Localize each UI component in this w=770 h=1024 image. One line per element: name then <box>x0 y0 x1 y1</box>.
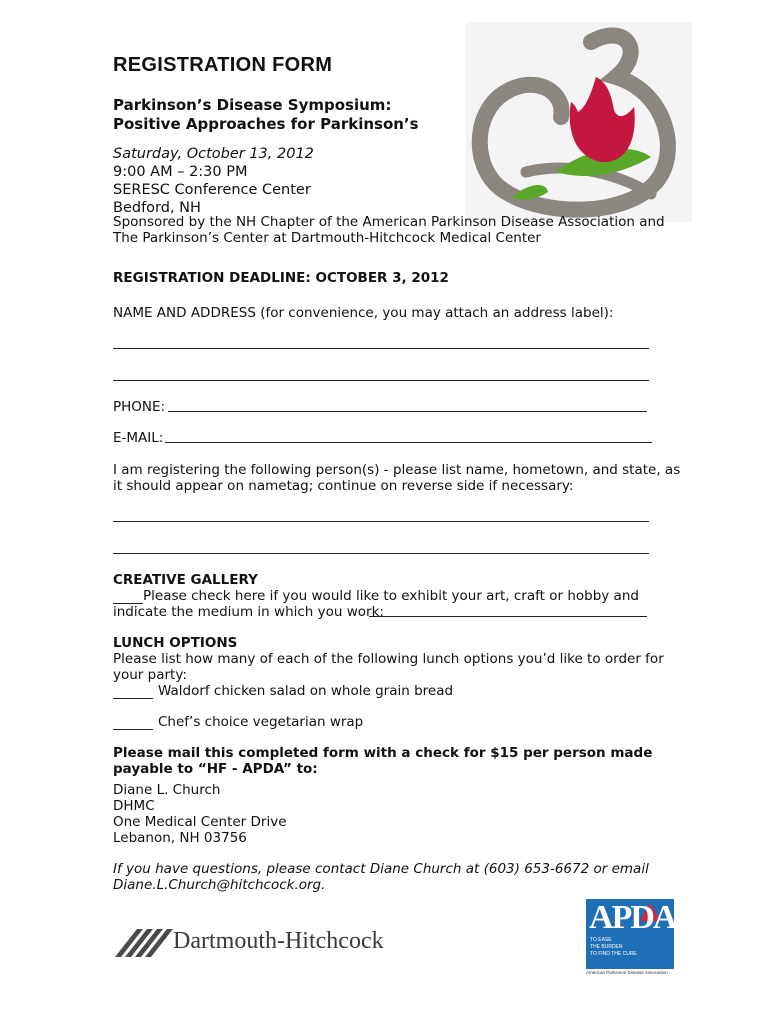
sponsor-line-1: Sponsored by the NH Chapter of the American Parkinson Disease Association and <box>113 214 665 230</box>
lunch-options-heading: LUNCH OPTIONS <box>113 635 238 651</box>
lunch-option-1-label: Waldorf chicken salad on whole grain bread <box>158 683 454 699</box>
mail-address-line: Diane L. Church <box>113 782 221 798</box>
lunch-intro-1: Please list how many of each of the following lunch options you’d like to order for <box>113 651 664 667</box>
gallery-medium-field[interactable] <box>369 616 647 617</box>
registration-deadline: REGISTRATION DEADLINE: OCTOBER 3, 2012 <box>113 270 449 286</box>
event-venue: SERESC Conference Center <box>113 182 311 198</box>
tulip-logo <box>466 22 692 222</box>
sponsor-line-2: The Parkinson’s Center at Dartmouth-Hitchcock Medical Center <box>113 230 541 246</box>
dartmouth-hitchcock-stripes-icon <box>113 925 173 959</box>
contact-line-1: If you have questions, please contact Diane Church at (603) 653-6672 or email <box>113 861 649 877</box>
attendee-line-1[interactable] <box>113 521 649 522</box>
lunch-option-2-label: Chef’s choice vegetarian wrap <box>158 714 364 730</box>
apda-tagline-line: THE BURDEN <box>590 944 623 950</box>
dartmouth-hitchcock-logo <box>113 923 413 963</box>
registering-instructions-1: I am registering the following person(s) - please list name, hometown, and state, as <box>113 462 681 478</box>
mail-instruction-2: payable to “HF - APDA” to: <box>113 761 318 777</box>
lunch-option-1-quantity[interactable] <box>113 686 153 699</box>
apda-tagline-line: TO EASE <box>590 937 612 943</box>
symposium-title: Parkinson’s Disease Symposium: <box>113 96 392 114</box>
gallery-line-1: Please check here if you would like to exhibit your art, craft or hobby and <box>143 588 639 604</box>
apda-letters: APDA <box>589 899 676 936</box>
phone-label: PHONE: <box>113 399 166 415</box>
email-label: E-MAIL: <box>113 430 164 446</box>
symposium-subtitle: Positive Approaches for Parkinson’s <box>113 115 419 133</box>
apda-tagline-line: TO FIND THE CURE <box>590 951 637 957</box>
registering-instructions-2: it should appear on nametag; continue on reverse side if necessary: <box>113 478 574 494</box>
form-title: REGISTRATION FORM <box>113 54 333 76</box>
mail-instruction-1: Please mail this completed form with a check for $15 per person made <box>113 745 653 761</box>
dartmouth-hitchcock-wordmark: Dartmouth-Hitchcock <box>173 928 384 954</box>
attendee-line-2[interactable] <box>113 553 649 554</box>
name-address-label: NAME AND ADDRESS (for convenience, you may attach an address label): <box>113 305 614 321</box>
event-time: 9:00 AM – 2:30 PM <box>113 164 248 180</box>
name-address-line-2[interactable] <box>113 380 649 381</box>
email-field[interactable] <box>165 442 652 443</box>
gallery-line-2: indicate the medium in which you work: <box>113 604 384 620</box>
mail-address-line: One Medical Center Drive <box>113 814 287 830</box>
gallery-checkbox-line[interactable] <box>113 591 143 604</box>
mail-address-line: DHMC <box>113 798 155 814</box>
apda-logo <box>586 899 674 977</box>
lunch-intro-2: your party: <box>113 667 187 683</box>
contact-email[interactable]: Diane.L.Church@hitchcock.org. <box>113 877 326 893</box>
event-city: Bedford, NH <box>113 200 201 216</box>
mail-address-line: Lebanon, NH 03756 <box>113 830 247 846</box>
phone-field[interactable] <box>168 411 647 412</box>
creative-gallery-heading: CREATIVE GALLERY <box>113 572 258 588</box>
apda-org-name: American Parkinson Disease Association <box>586 970 668 975</box>
event-date: Saturday, October 13, 2012 <box>113 146 314 162</box>
lunch-option-2-quantity[interactable] <box>113 717 153 730</box>
name-address-line-1[interactable] <box>113 348 649 349</box>
